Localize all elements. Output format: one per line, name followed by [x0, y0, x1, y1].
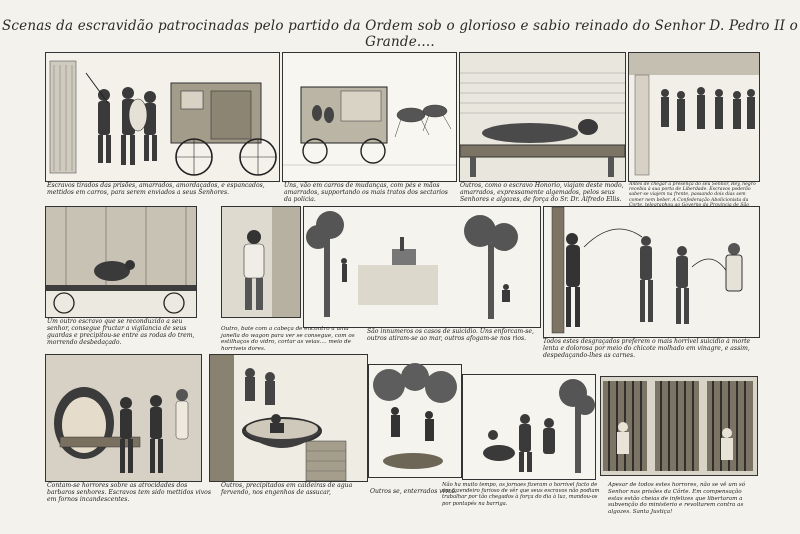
illustration-boiling-cauldron — [210, 355, 367, 481]
illustration-buried-alive — [369, 365, 461, 477]
panel-prison-cells — [600, 376, 758, 476]
illustration-kicked-women — [463, 375, 595, 479]
panel-boiling-cauldron — [209, 354, 368, 482]
panel-prisoners-carriage — [45, 52, 280, 182]
caption-prison: Apesar de todos estes horrores, não se vê um só Senhor nas prisões da Côrte. Em compensação estas estão cheias de infelizes que libertaram a subvenção do ministerio e revoltarem contra as algozes. Santa Justiça! — [608, 482, 746, 516]
illustration-moving-carts — [283, 53, 456, 181]
panel-suicides-river — [303, 206, 541, 328]
illustration-oven — [46, 355, 201, 481]
panel-whipping — [543, 206, 760, 338]
caption-cauldron: Outros, precipitados em caldeiras de agua fervendo, nos engenhos de assucar, — [221, 482, 353, 497]
caption-honorio: Outros, como o escravo Honorio, viajam deste modo, amarrados, expressamente algemados, pelos seus Senhores e algozes, de força do Sr. Dr. Alfredo Ellis. — [460, 182, 624, 204]
caption-station: Antes de chegar à presença do seu Senhor, Rey, negro recebia à sua porta de Liberdade. Escravos poderão saber-se viajem na frente, passando dois dias sem comer nem beber. A Confederação Abolicionista da — [629, 182, 756, 203]
illustration-train-wheels — [46, 207, 196, 317]
panel-kicked-women — [462, 374, 596, 480]
panel-honorio-bound — [459, 52, 626, 182]
caption-prisoners: Escravos tirados das prisões, amarrados, amordaçados, e espancados, mettidos em carros, para serem enviados a seus Senhores. — [47, 182, 265, 197]
caption-moving-carts: Uns, vão em carros de mudanças, com pés e mãos amarrados, supportando os mais tratos dos sectarios da policia. — [284, 182, 448, 204]
caption-suicides: São innumeros os casos de suicidio. Uns enforcam-se, outros atiram-se ao mar, outros afogam-se nos rios. — [367, 328, 534, 343]
panel-train-wheels — [45, 206, 197, 318]
caption-window: Outro, bate com a cabeça de encontro a uma janella do wagon para ver se consegue, com os estilhaços do vidro, cortar as veias.... meio de horriveis dores. — [221, 326, 355, 352]
illustration-prisoners-carriage — [46, 53, 279, 181]
panel-station-crowd — [628, 52, 760, 182]
panel-moving-carts — [282, 52, 457, 182]
caption-buried: Outros se, enterrados vivos. — [370, 488, 457, 495]
illustration-whipping — [544, 207, 759, 337]
illustration-station-crowd — [629, 53, 759, 181]
panel-oven — [45, 354, 202, 482]
page-title: Scenas da escravidão patrocinadas pelo partido da Ordem sob o glorioso e sabio reinado do Senhor D. Pedro II o Grande.... — [1, 18, 799, 50]
caption-oven: Contam-se horrores sobre as atrocidades dos barbaros senhores. Escravos tem sido mettidos vivos em fornos incandescentes. — [47, 482, 211, 504]
caption-whipping: Todos estes desgraçados preferem o mais horrivel suicidio à morte lenta e dolorosa por meio do chicote molhado em vinagre, e assim, despedaçando-lhes as carnes. — [543, 338, 751, 360]
panel-window-man — [221, 206, 301, 318]
panel-buried-alive — [368, 364, 462, 478]
illustration-prison-cells — [601, 377, 757, 475]
illustration-suicides-river — [304, 207, 540, 327]
caption-train: Um outro escravo que se reconduzido a seu senhor, consegue fructar a vigilancia de seus guardas e precipitou-se entre as rodas do trem, morrendo desbedaçado. — [47, 318, 195, 347]
illustration-window-man — [222, 207, 300, 317]
caption-kicked: Não ha muito tempo, os jornaes fizeram o horrivel facto de um fazendeiro furioso de vêr que seus escravos não podiam trabalhar por tão chegados à força do dia à luz, mandou-os por pontapés na barriga. — [442, 482, 600, 507]
illustration-man-bound — [460, 53, 625, 181]
